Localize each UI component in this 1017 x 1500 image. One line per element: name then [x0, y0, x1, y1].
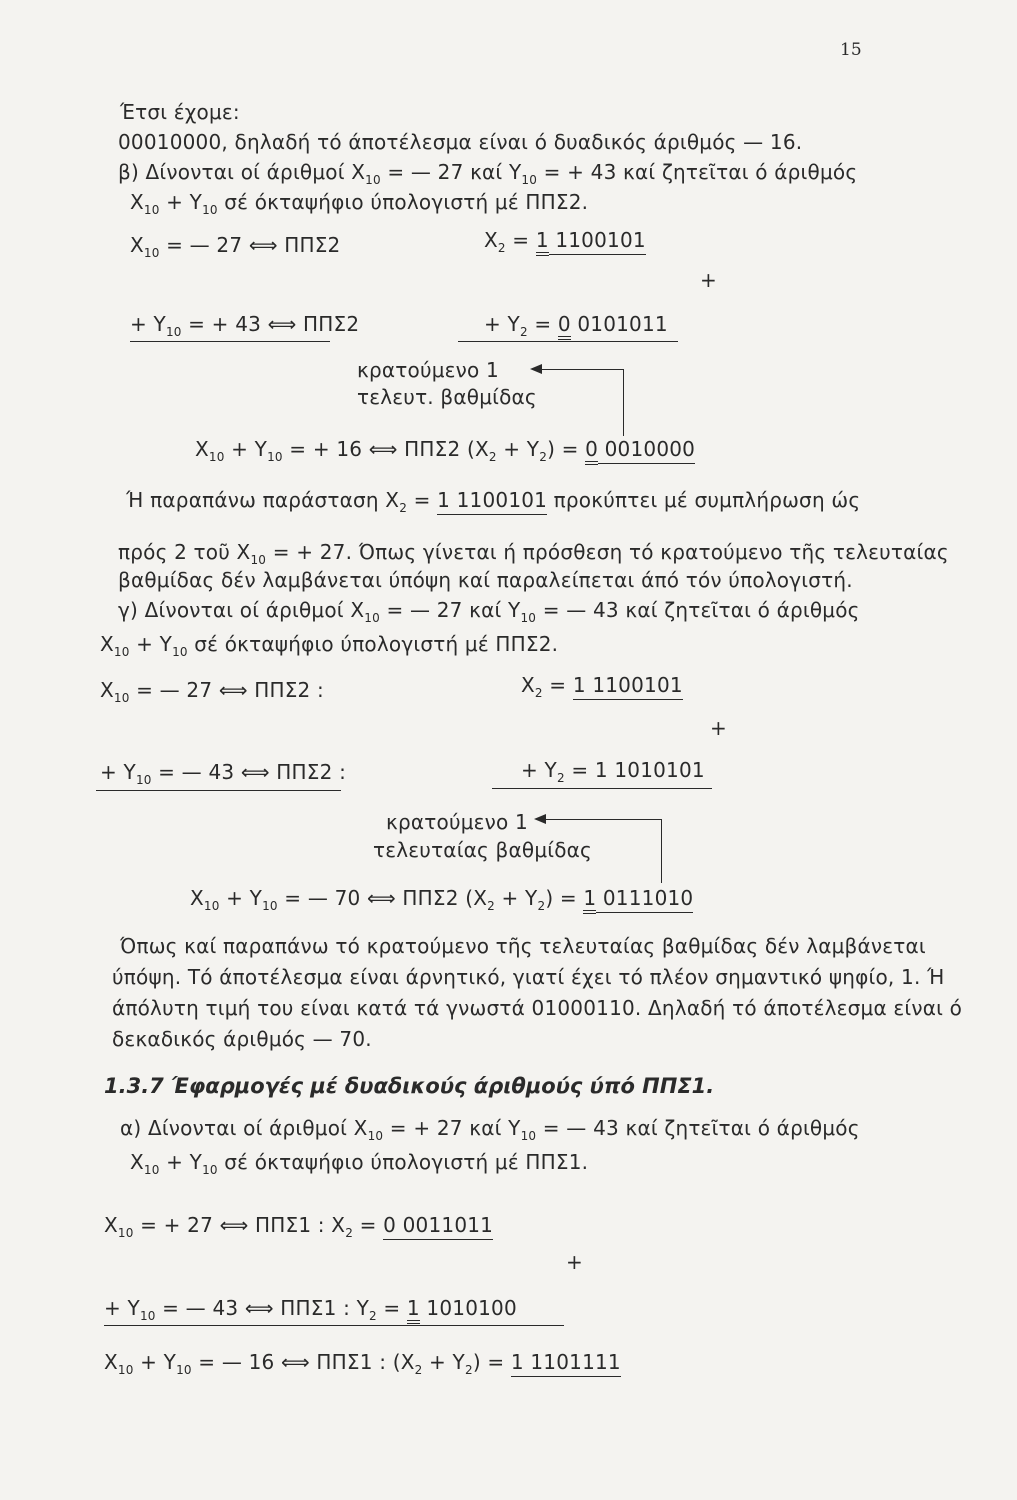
section-c-y2-binary: + $Y_2 = 1$ 1010101: [521, 758, 705, 785]
section-a-x-equation: $X_{10}$ = + 27 ⟺ ΠΠΣ1 : $X_2 = 0$ 0011011: [104, 1213, 494, 1240]
para2-line-2: ύπόψη. Τό άποτέλεσμα είναι άρνητικό, γιατί έχει τό πλέον σημαντικό ψηφίο, 1. Ή: [112, 965, 945, 989]
underline-a-y: [104, 1325, 564, 1326]
carry-arrow-icon-c: [534, 814, 546, 824]
section-c-x2-binary: $X_2 = 1$ 1100101: [521, 673, 683, 700]
carry-arrow-stem: [623, 369, 624, 436]
intro-line-1: Έτσι έχομε:: [120, 100, 240, 124]
page-number: 15: [840, 40, 862, 60]
section-a-y-equation: + $Y_{10}$ = — 43 ⟺ ΠΠΣ1 : $Y_2 = 1$ 1010100: [104, 1296, 517, 1323]
carry-arrow-stem-c: [661, 819, 662, 883]
section-heading: 1.3.7 Έφαρμογές μέ δυαδικούς άριθμούς ύπό ΠΠΣ1.: [104, 1074, 715, 1098]
para1-line-2: πρός 2 τοῦ $X_{10}$ = + 27. Όπως γίνεται ή πρόσθεση τό κρατούμενο τῆς τελευταίας: [118, 540, 949, 567]
intro-line-2: 00010000, δηλαδή τό άποτέλεσμα είναι ό δυαδικός άριθμός — 16.: [118, 130, 803, 154]
carry-arrow-line: [542, 369, 624, 370]
section-b-line-1: β) Δίνονται οί άριθμοί $X_{10}$ = — 27 καί $Y_{10}$ = + 43 καί ζητεῖται ό άριθμός: [118, 160, 858, 187]
para2-line-1: Όπως καί παραπάνω τό κρατούμενο τῆς τελευταίας βαθμίδας δέν λαμβάνεται: [120, 934, 926, 958]
section-b-label: β): [118, 160, 139, 184]
carry-label-1: κρατούμενο 1: [357, 358, 499, 382]
section-b-x2-binary: $X_2 = 1$ 1100101: [484, 228, 646, 255]
plus-sign: +: [700, 268, 717, 292]
carry-arrow-icon: [530, 364, 542, 374]
section-c-label: γ): [118, 598, 139, 622]
para2-line-4: δεκαδικός άριθμός — 70.: [112, 1027, 372, 1051]
para1-line-3: βαθμίδας δέν λαμβάνεται ύπόψη καί παραλείπεται άπό τόν ύπολογιστή.: [118, 568, 853, 592]
section-c-sum: $X_{10} + Y_{10}$ = — 70 ⟺ ΠΠΣ2 $(X_2 + Y_2) = 1$ 0111010: [190, 886, 694, 913]
underline-c-y2: [492, 788, 712, 789]
section-b-sum: $X_{10} + Y_{10}$ = + 16 ⟺ ΠΠΣ2 $(X_2 + Y_2) = 0$ 0010000: [195, 437, 696, 464]
section-c-x-equation: $X_{10}$ = — 27 ⟺ ΠΠΣ2 :: [100, 678, 324, 705]
section-b-x-equation: $X_{10}$ = — 27 ⟺ ΠΠΣ2: [130, 233, 341, 260]
carry-label-c-2: τελευταίας βαθμίδας: [373, 838, 592, 862]
section-c-line-2: $X_{10} + Y_{10}$ σέ όκταψήφιο ύπολογιστή μέ ΠΠΣ2.: [100, 632, 559, 659]
plus-sign-a: +: [566, 1250, 583, 1274]
section-a-line-2: $X_{10} + Y_{10}$ σέ όκταψήφιο ύπολογιστή μέ ΠΠΣ1.: [130, 1150, 589, 1177]
section-b-y2-binary: + $Y_2 = 0$ 0101011: [484, 312, 668, 339]
section-a-label: α): [120, 1116, 142, 1140]
underline-y2: [458, 341, 678, 342]
section-b-y-equation: + $Y_{10}$ = + 43 ⟺ ΠΠΣ2: [130, 312, 360, 339]
underline-c-y: [96, 790, 341, 791]
section-a-sum: $X_{10} + Y_{10}$ = — 16 ⟺ ΠΠΣ1 : $(X_2 + Y_2) = 1$ 1101111: [104, 1350, 621, 1377]
section-a-line-1: α) Δίνονται οί άριθμοί $X_{10}$ = + 27 καί $Y_{10}$ = — 43 καί ζητεῖται ό άριθμός: [120, 1116, 860, 1143]
underline-y: [130, 341, 330, 342]
carry-label-2: τελευτ. βαθμίδας: [357, 385, 537, 409]
para2-line-3: άπόλυτη τιμή του είναι κατά τά γνωστά 01000110. Δηλαδή τό άποτέλεσμα είναι ό: [112, 996, 963, 1020]
para1-line-1: Ή παραπάνω παράσταση $X_2 = 1$ 1100101 προκύπτει μέ συμπλήρωση ώς: [126, 488, 861, 515]
section-c-y-equation: + $Y_{10}$ = — 43 ⟺ ΠΠΣ2 :: [100, 760, 347, 787]
plus-sign-c: +: [710, 716, 727, 740]
carry-label-c-1: κρατούμενο 1: [386, 810, 528, 834]
carry-arrow-line-c: [544, 819, 662, 820]
section-b-line-2: $X_{10} + Y_{10}$ σέ όκταψήφιο ύπολογιστή μέ ΠΠΣ2.: [130, 190, 589, 217]
section-c-line-1: γ) Δίνονται οί άριθμοί $X_{10}$ = — 27 καί $Y_{10}$ = — 43 καί ζητεῖται ό άριθμός: [118, 598, 860, 625]
